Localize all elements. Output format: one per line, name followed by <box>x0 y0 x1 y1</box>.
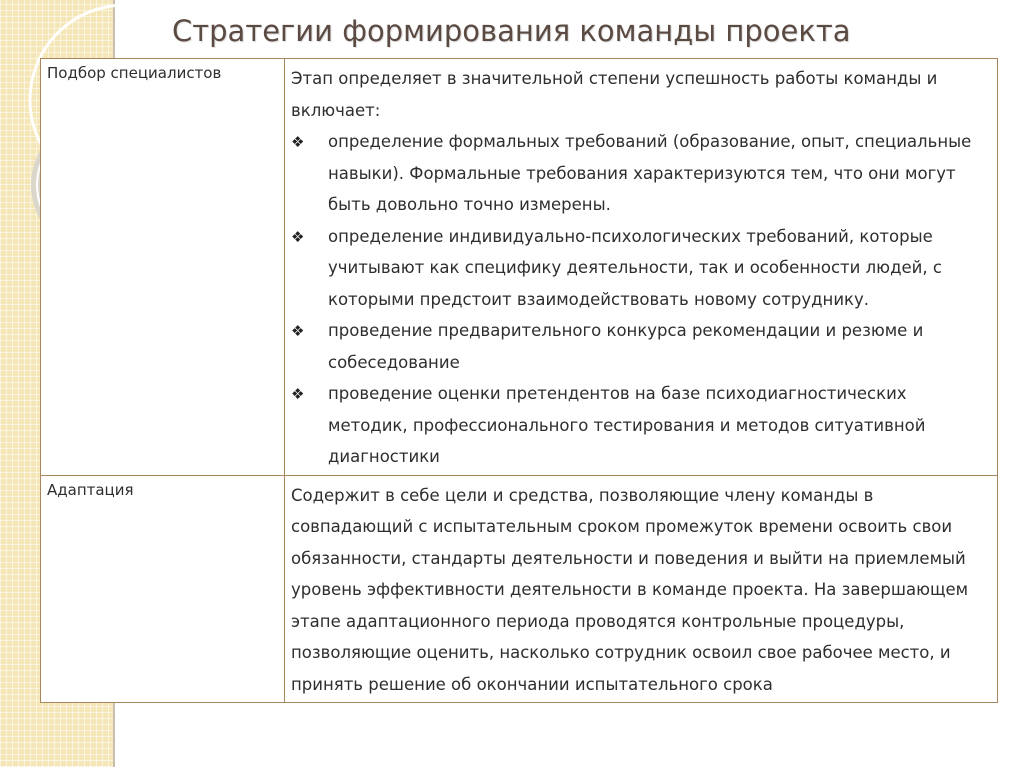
term-cell: Адаптация <box>41 475 285 703</box>
strategy-table <box>40 58 998 703</box>
list-item <box>291 378 991 473</box>
description-cell: Содержит в себе цели и средства, позволяющие члену команды в совпадающий с испытательным сроком промежуток времени освоить свои обязанности, стандарты деятельности и поведения и выйти на приемлемый уровень эффективности деятельности в команде проекта. На завершающем этапе адаптационного периода проводятся контрольные процедуры, позволяющие оценить, насколько сотрудник освоил свое рабочее место, и принять решение об окончании испытательного срока <box>285 475 998 703</box>
description-cell <box>285 59 998 476</box>
diamond-bullet-icon: ❖ <box>291 385 305 403</box>
list-item <box>291 221 991 316</box>
requirements-list <box>291 126 991 473</box>
page-title: Стратегии формирования команды проекта <box>172 14 851 48</box>
diamond-bullet-icon: ❖ <box>291 133 305 151</box>
term-cell: Подбор специалистов <box>41 59 285 476</box>
diamond-bullet-icon: ❖ <box>291 227 305 246</box>
diamond-bullet-icon: ❖ <box>291 322 305 340</box>
list-item-text: проведение оценки претендентов на базе психодиагностических методик, профессионального тестирования и методов ситуативной диагностики <box>328 384 926 466</box>
intro-text: Этап определяет в значительной степени успешность работы команды и включает: <box>291 69 938 120</box>
table-row <box>41 59 998 476</box>
table-row <box>41 475 998 703</box>
list-item-text: проведение предварительного конкурса рекомендации и резюме и собеседование <box>328 321 924 372</box>
list-item-text: определение формальных требований (образование, опыт, специальные навыки). Формальные требования характеризуются тем, что они могут быть довольно точно измерены. <box>328 132 972 214</box>
list-item-text: определение индивидуально-психологических требований, которые учитывают как специфику деятельности, так и особенности людей, с которыми предстоит взаимодействовать новому сотруднику. <box>328 226 942 309</box>
list-item <box>291 315 991 378</box>
list-item <box>291 126 991 221</box>
